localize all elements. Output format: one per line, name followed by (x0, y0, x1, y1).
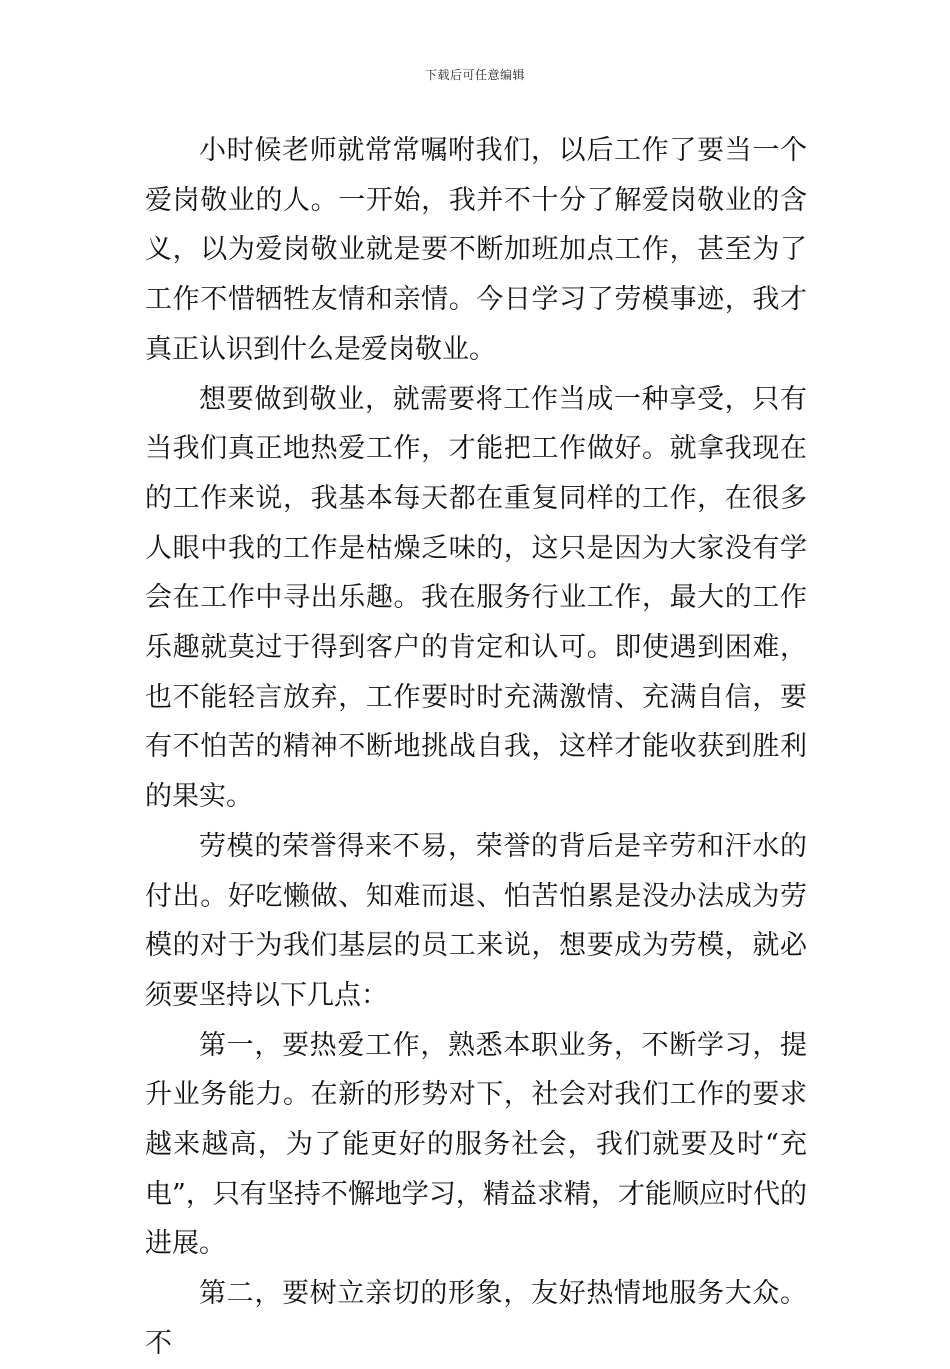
paragraph-4: 第一，要热爱工作，熟悉本职业务，不断学习，提升业务能力。在新的形势对下，社会对我们工作的要求越来越高，为了能更好的服务社会，我们就要及时“充电”，只有坚持不懈地学习，精益求精，才能顺应时代的进展。 (145, 1029, 807, 1260)
document-body (145, 126, 807, 1369)
paragraph-2: 想要做到敬业，就需要将工作当成一种享受，只有当我们真正地热爱工作，才能把工作做好。就拿我现在的工作来说，我基本每天都在重复同样的工作，在很多人眼中我的工作是枯燥乏味的，这只是因为大家没有学会在工作中寻出乐趣。我在服务行业工作，最大的工作乐趣就莫过于得到客户的肯定和认可。即使遇到困难，也不能轻言放弃，工作要时时充满激情、充满自信，要有不怕苦的精神不断地挑战自我，这样才能收获到胜利的果实。 (145, 383, 807, 813)
header-note: 下载后可任意编辑 (424, 68, 525, 82)
paragraph-1: 小时候老师就常常嘱咐我们，以后工作了要当一个爱岗敬业的人。一开始，我并不十分了解爱岗敬业的含义，以为爱岗敬业就是要不断加班加点工作，甚至为了工作不惜牺牲友情和亲情。今日学习了劳模事迹，我才真正认识到什么是爱岗敬业。 (145, 135, 807, 365)
paragraph-5: 第二，要树立亲切的形象，友好热情地服务大众。不 (145, 1278, 807, 1359)
paragraph-3: 劳模的荣誉得来不易，荣誉的背后是辛劳和汗水的付出。好吃懒做、知难而退、怕苦怕累是没办法成为劳模的对于为我们基层的员工来说，想要成为劳模，就必须要坚持以下几点： (145, 830, 807, 1011)
